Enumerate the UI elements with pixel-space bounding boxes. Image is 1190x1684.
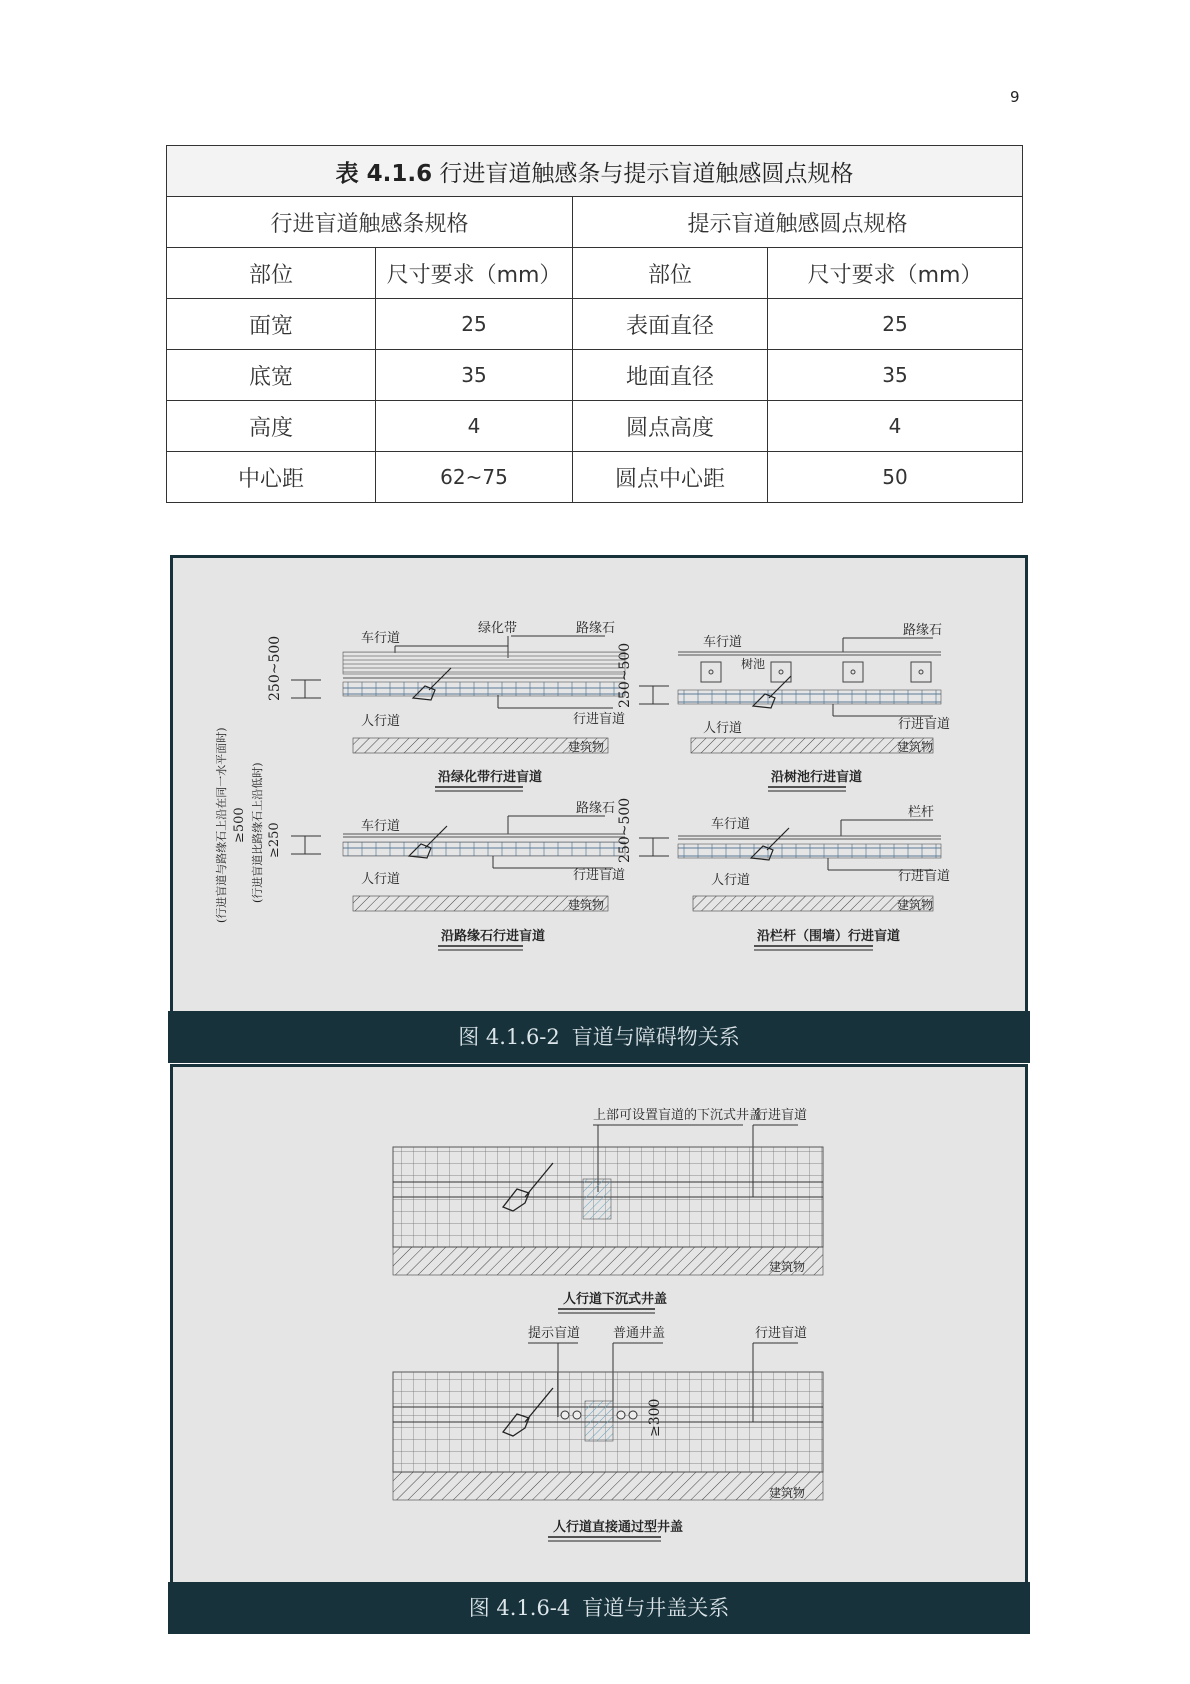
- spec-table: [166, 145, 1023, 503]
- col-header: 尺寸要求（mm）: [376, 248, 573, 299]
- group-header-dot: 提示盲道触感圆点规格: [573, 197, 1023, 248]
- sunken-cover-diagram: [393, 1107, 823, 1313]
- panel-tree-pool: [617, 623, 950, 791]
- manhole-cover: [585, 1401, 613, 1441]
- table-cell: 35: [768, 350, 1023, 401]
- diagram-title: 人行道直接通过型井盖: [553, 1520, 684, 1535]
- side-note-4: ≥250: [267, 822, 282, 858]
- table-cell: 底宽: [167, 350, 376, 401]
- table-cell: 50: [768, 452, 1023, 503]
- panel-title: 沿栏杆（围墙）行进盲道: [757, 929, 901, 944]
- table-cell: 圆点高度: [573, 401, 768, 452]
- table-cell: 表面直径: [573, 299, 768, 350]
- side-note-2: ≥500: [232, 807, 247, 843]
- label-tactile: 行进盲道: [898, 717, 951, 732]
- table-row: [167, 350, 1023, 401]
- table-cell: 35: [376, 350, 573, 401]
- table-title-text: 行进盲道触感条与提示盲道触感圆点规格: [439, 160, 854, 187]
- table-cell: 面宽: [167, 299, 376, 350]
- dim-label: 250~500: [617, 642, 633, 708]
- table-cell: 4: [376, 401, 573, 452]
- table-cell: 圆点中心距: [573, 452, 768, 503]
- manhole-cover: [583, 1179, 611, 1219]
- table-cell: 中心距: [167, 452, 376, 503]
- label-building: 建筑物: [897, 740, 934, 754]
- figure-obstacle-relation: [170, 555, 1028, 1015]
- caption-number: 图 4.1.6-4: [468, 1596, 571, 1620]
- table-cell: 4: [768, 401, 1023, 452]
- group-header-strip: 行进盲道触感条规格: [167, 197, 573, 248]
- figure-caption: [168, 1011, 1030, 1063]
- manhole-diagram: [173, 1067, 1025, 1587]
- label-green-belt: 绿化带: [478, 621, 518, 636]
- label-tree-pool: 树池: [741, 657, 766, 671]
- label-sidewalk: 人行道: [361, 714, 401, 729]
- label-sunken-cover: 上部可设置盲道的下沉式井盖: [593, 1108, 763, 1123]
- figure-manhole-relation: [170, 1064, 1028, 1630]
- label-building: 建筑物: [769, 1486, 806, 1500]
- label-tactile: 行进盲道: [898, 869, 951, 884]
- label-curb: 路缘石: [903, 623, 943, 638]
- obstacle-diagram: [173, 558, 1025, 1012]
- caption-number: 图 4.1.6-2: [458, 1025, 560, 1049]
- label-railing: 栏杆: [908, 805, 935, 820]
- panel-title: 沿绿化带行进盲道: [438, 770, 543, 785]
- label-curb: 路缘石: [576, 621, 616, 636]
- pass-through-cover-diagram: [393, 1325, 823, 1541]
- table-row: [167, 401, 1023, 452]
- panel-green-belt: [267, 620, 625, 791]
- col-header: 尺寸要求（mm）: [768, 248, 1023, 299]
- panel-title: 沿路缘石行进盲道: [441, 929, 546, 944]
- label-cover: 普通井盖: [613, 1326, 666, 1341]
- label-carriageway: 车行道: [711, 817, 751, 832]
- label-building: 建筑物: [568, 740, 605, 754]
- label-tactile: 行进盲道: [573, 712, 626, 727]
- col-header: 部位: [573, 248, 768, 299]
- label-carriageway: 车行道: [361, 631, 401, 646]
- table-row: [167, 299, 1023, 350]
- label-sidewalk: 人行道: [703, 721, 743, 736]
- table-title: [167, 146, 1023, 197]
- label-building: 建筑物: [568, 898, 605, 912]
- table-row: [167, 452, 1023, 503]
- diagram-title: 人行道下沉式井盖: [563, 1292, 668, 1307]
- side-note-3: (行进盲道比路缘石上沿低时): [251, 762, 264, 903]
- dim-label: 250~500: [617, 797, 633, 863]
- col-header: 部位: [167, 248, 376, 299]
- caption-text: 盲道与障碍物关系: [571, 1025, 740, 1049]
- label-curb: 路缘石: [576, 801, 616, 816]
- label-tactile: 行进盲道: [755, 1326, 808, 1341]
- figure-caption: [168, 1582, 1030, 1634]
- table-cell: 高度: [167, 401, 376, 452]
- table-title-number: 表 4.1.6: [335, 160, 433, 187]
- label-building: 建筑物: [769, 1260, 806, 1274]
- dim-label: ≥300: [647, 1398, 663, 1437]
- label-sidewalk: 人行道: [711, 873, 751, 888]
- label-warning: 提示盲道: [528, 1326, 581, 1341]
- table-cell: 地面直径: [573, 350, 768, 401]
- label-building: 建筑物: [897, 898, 934, 912]
- dim-label: 250~500: [267, 635, 283, 701]
- label-tactile: 行进盲道: [573, 868, 626, 883]
- panel-curb: [291, 801, 625, 950]
- page-number: 9: [1010, 88, 1020, 106]
- side-note: [214, 727, 282, 923]
- panel-title: 沿树池行进盲道: [771, 770, 863, 785]
- label-carriageway: 车行道: [703, 635, 743, 650]
- panel-railing: [617, 798, 950, 950]
- label-sidewalk: 人行道: [361, 872, 401, 887]
- label-tactile: 行进盲道: [755, 1108, 808, 1123]
- table-cell: 25: [768, 299, 1023, 350]
- table-cell: 25: [376, 299, 573, 350]
- side-note-1: (行进盲道与路缘石上沿在同一水平面时): [215, 727, 228, 923]
- table-cell: 62~75: [376, 452, 573, 503]
- caption-text: 盲道与井盖关系: [582, 1596, 730, 1620]
- label-carriageway: 车行道: [361, 819, 401, 834]
